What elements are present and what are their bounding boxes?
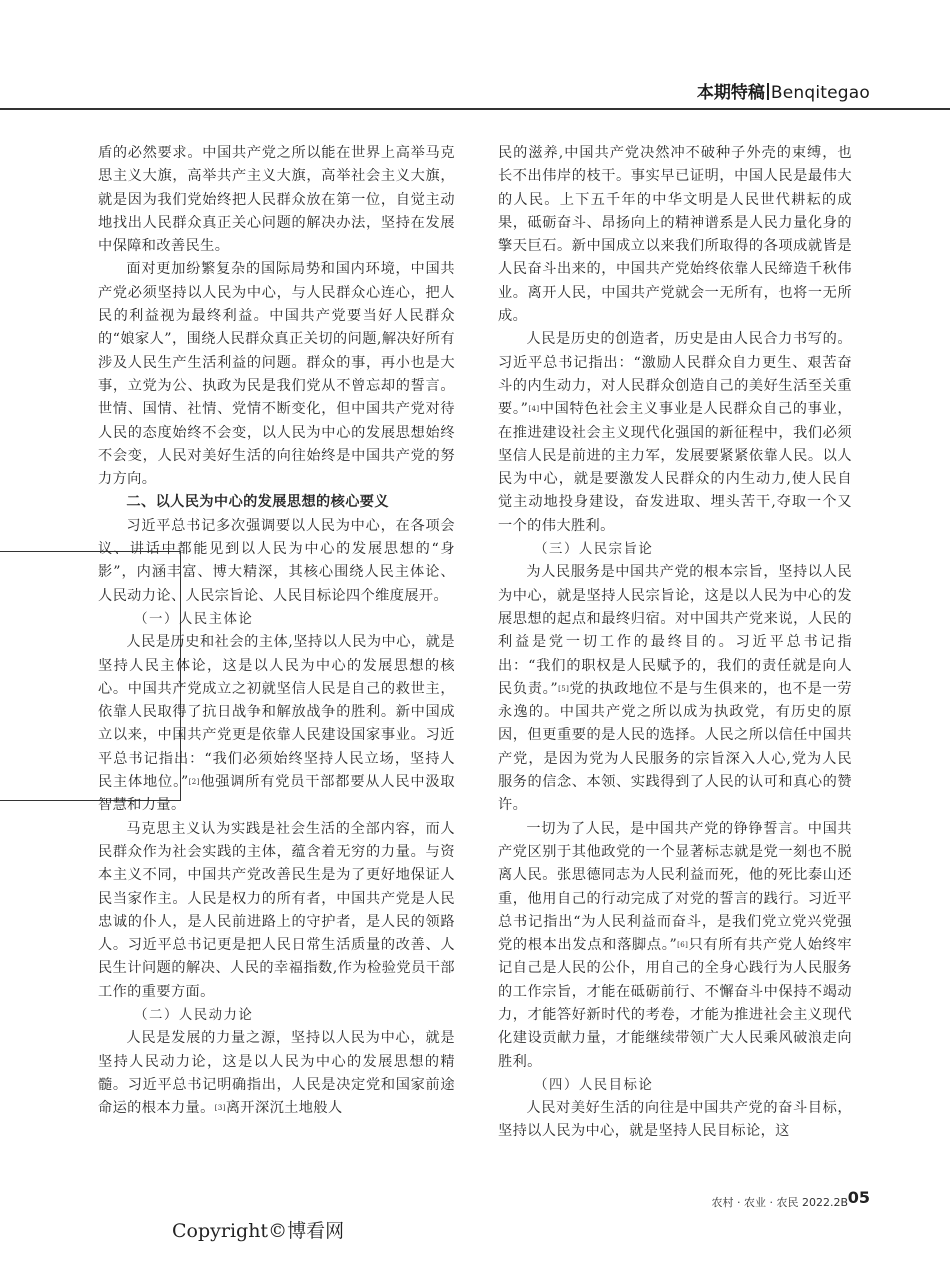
paragraph: 人民对美好生活的向往是中国共产党的奋斗目标，坚持以人民为中心，就是坚持人民目标论，这 <box>498 1100 852 1140</box>
paragraph-text: 党的执政地位不是与生俱来的，也不是一劳永逸的。中国共产党之所以成为执政党，有历史的原因，但更重要的是人民的选择。人民之所以信任中国共产党，是因为党为人民服务的宗旨深入人心,党为人民服务的信念、本领、实践得到了人民的认可和真心的赞许。 <box>498 680 852 814</box>
citation-ref: [4] <box>528 405 540 414</box>
paragraph-text: 离开深沉土地般人 <box>225 1100 343 1117</box>
citation-ref: [6] <box>677 941 689 950</box>
header-rule <box>0 108 950 110</box>
section-header <box>697 78 870 103</box>
citation-ref: [2] <box>188 778 200 787</box>
paragraph <box>498 818 852 1074</box>
citation-ref: [5] <box>558 684 570 693</box>
citation-ref: [3] <box>214 1104 226 1113</box>
paragraph-text: 他强调所有党员干部都要从人民中汲取智慧和力量。 <box>98 774 455 814</box>
paragraph <box>98 631 455 817</box>
subheading: （四）人民目标论 <box>534 1077 654 1093</box>
paragraph: 盾的必然要求。中国共产党之所以能在世界上高举马克思主义大旗，高举共产主义大旗，高举社会主义大旗，就是因为我们党始终把人民群众放在第一位，自觉主动地找出人民群众真正关心问题的解决办法，坚持在发展中保障和改善民生。 <box>98 145 455 255</box>
paragraph <box>498 328 852 538</box>
paragraph-text: 只有所有共产党人始终牢记自己是人民的公仆，用自己的全身心践行为人民服务的工作宗旨，才能在砥砺前行、不懈奋斗中保持不竭动力，才能答好新时代的考卷，才能为推进社会主义现代化建设贡献力量，才能继续带领广大人民乘风破浪走向胜利。 <box>498 937 852 1070</box>
paragraph-text: 为人民服务是中国共产党的根本宗旨，坚持以人民为中心，就是坚持人民宗旨论，这是以人民为中心的发展思想的起点和最终归宿。对中国共产党来说，人民的利益是党一切工作的最终目的。习近平总书记指出：“我们的职权是人民赋予的，我们的责任就是向人民负责。” <box>498 564 852 697</box>
left-column <box>98 142 455 1120</box>
paragraph: 习近平总书记多次强调要以人民为中心，在各项会议、讲话中都能见到以人民为中心的发展思想的“身影”，内涵丰富、博大精深，其核心围绕人民主体论、人民动力论、人民宗旨论、人民目标论四个维度展开。 <box>98 517 455 604</box>
subheading: （三）人民宗旨论 <box>534 542 654 558</box>
subheading: （一）人民主体论 <box>134 611 254 627</box>
section-title-en: Benqitegao <box>770 83 870 103</box>
paragraph-text: 一切为了人民，是中国共产党的铮铮誓言。中国共产党区别于其他政党的一个显著标志就是党一刻也不脱离人民。张思德同志为人民利益而死，他的死比泰山还重，他用自己的行动完成了对党的誓言的践行。习近平总书记指出“为人民利益而奋斗，是我们党立党兴党强党的根本出发点和落脚点。” <box>498 820 852 954</box>
section-heading: 二、以人民为中心的发展思想的核心要义 <box>126 494 389 511</box>
subheading: （二）人民动力论 <box>134 1007 254 1023</box>
paragraph-text: 中国特色社会主义事业是人民群众自己的事业，在推进建设社会主义现代化强国的新征程中，我们必须坚信人民是前进的主力军，发展要紧紧依靠人民。以人民为中心，就是要激发人民群众的内生动力,使人民自觉主动地投身建设，奋发进取、埋头苦干,夺取一个又一个的伟大胜利。 <box>498 401 852 534</box>
paragraph-text: 人民是历史和社会的主体,坚持以人民为中心，就是坚持人民主体论，这是以人民为中心的发展思想的核心。中国共产党成立之初就坚信人民是自己的救世主，依靠人民取得了抗日战争和解放战争的胜利。新中国成立以来，中国共产党更是依靠人民建设国家事业。习近平总书记指出：“我们必须始终坚持人民立场，坚持人民主体地位。” <box>98 634 455 791</box>
paragraph-text: 人民是历史的创造者，历史是由人民合力书写的。习近平总书记指出：“激励人民群众自力更生、艰苦奋斗的内生动力，对人民群众创造自己的美好生活至关重要。” <box>498 331 852 418</box>
section-title-cn: 本期特稿 <box>696 83 765 103</box>
paragraph: 面对更加纷繁复杂的国际局势和国内环境，中国共产党必须坚持以人民为中心，与人民群众心连心，把人民的利益视为最终利益。中国共产党要当好人民群众的“娘家人”，围绕人民群众真正关切的问题,解决好所有涉及人民生产生活利益的问题。群众的事，再小也是大事，立党为公、执政为民是我们党从不曾忘却的誓言。世情、国情、社情、党情不断变化，但中国共产党对待人民的态度始终不会变，以人民为中心的发展思想始终不会变，人民对美好生活的向往始终是中国共产党的努力方向。 <box>98 261 455 488</box>
page-number: 05 <box>847 1188 870 1207</box>
paragraph <box>498 561 852 817</box>
journal-footer: 农村 · 农业 · 农民 2022.2B <box>711 1196 848 1209</box>
copyright-watermark: Copyright©博看网 <box>172 1220 345 1242</box>
paragraph-text: 人民是发展的力量之源，坚持以人民为中心，就是坚持人民动力论，这是以人民为中心的发展思想的精髓。习近平总书记明确指出，人民是决定党和国家前途命运的根本力量。 <box>98 1030 455 1117</box>
paragraph: 马克思主义认为实践是社会生活的全部内容，而人民群众作为社会实践的主体，蕴含着无穷的力量。与资本主义不同，中国共产党改善民生是为了更好地保证人民当家作主。人民是权力的所有者，中国共产党是人民忠诚的仆人，是人民前进路上的守护者，是人民的领路人。习近平总书记更是把人民日常生活质量的改善、人民生计问题的解决、人民的幸福指数,作为检验党员干部工作的重要方面。 <box>98 820 455 1000</box>
paragraph <box>98 1027 455 1120</box>
right-column <box>498 142 852 1144</box>
paragraph: 民的滋养,中国共产党决然冲不破种子外壳的束缚，也长不出伟岸的枝干。事实早已证明，中国人民是最伟大的人民。上下五千年的中华文明是人民世代耕耘的成果，砥砺奋斗、昂扬向上的精神谱系是人民力量化身的擎天巨石。新中国成立以来我们所取得的各项成就皆是人民奋斗出来的，中国共产党始终依靠人民缔造千秋伟业。离开人民，中国共产党就会一无所有，也将一无所成。 <box>498 145 852 325</box>
header-separator <box>767 83 769 100</box>
